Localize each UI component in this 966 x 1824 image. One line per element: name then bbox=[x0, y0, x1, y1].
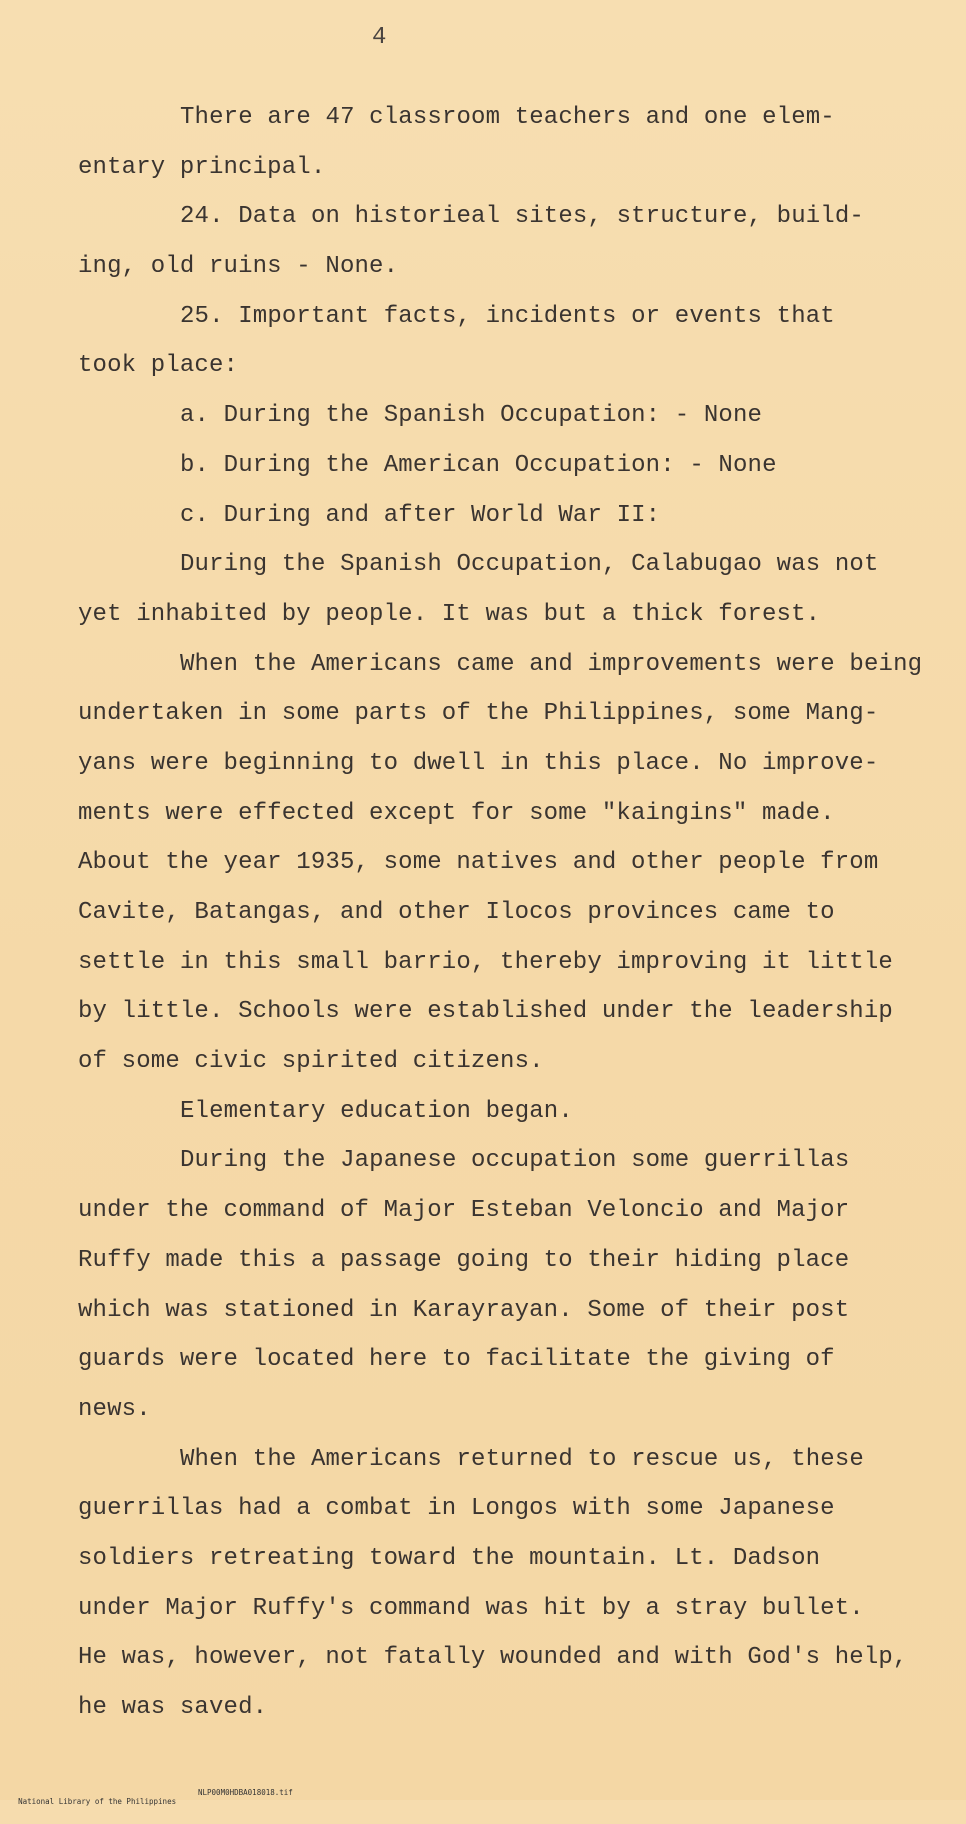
text-line: soldiers retreating toward the mountain. Lt. Dadson bbox=[78, 1544, 821, 1572]
page-number: 4 bbox=[372, 24, 387, 51]
text-line: undertaken in some parts of the Philippines, some Mang- bbox=[78, 700, 879, 728]
text-line: took place: bbox=[78, 352, 239, 380]
text-line: During the Japanese occupation some guerrillas bbox=[180, 1147, 850, 1175]
text-line: under Major Ruffy's command was hit by a stray bullet. bbox=[78, 1594, 864, 1622]
typewritten-text bbox=[78, 98, 923, 1738]
text-line: a. During the Spanish Occupation: - None bbox=[180, 402, 763, 430]
text-line: he was saved. bbox=[78, 1694, 268, 1721]
text-line: which was stationed in Karayrayan. Some of their post bbox=[78, 1296, 850, 1324]
text-line: There are 47 classroom teachers and one elem- bbox=[180, 104, 835, 131]
text-line: by little. Schools were established under the leadership bbox=[78, 998, 893, 1026]
text-line: of some civic spirited citizens. bbox=[78, 1048, 544, 1076]
text-line: Ruffy made this a passage going to their hiding place bbox=[78, 1246, 850, 1274]
text-line: When the Americans returned to rescue us, these bbox=[180, 1445, 864, 1473]
text-line: 25. Important facts, incidents or events that bbox=[180, 302, 835, 330]
text-line: guerrillas had a combat in Longos with some Japanese bbox=[78, 1495, 835, 1523]
text-line: About the year 1935, some natives and other people from bbox=[78, 849, 879, 877]
text-line: settle in this small barrio, thereby improving it little bbox=[78, 948, 893, 976]
text-line: b. During the American Occupation: - None bbox=[180, 451, 777, 479]
footer-library: National Library of the Philippines bbox=[18, 1797, 177, 1806]
text-line: guards were located here to facilitate the giving of bbox=[78, 1346, 835, 1374]
text-line: ing, old ruins - None. bbox=[78, 253, 399, 281]
text-line: entary principal. bbox=[78, 153, 326, 181]
text-line: 24. Data on historieal sites, structure, build- bbox=[180, 203, 864, 231]
text-line: ments were effected except for some "kaingins" made. bbox=[78, 799, 835, 827]
text-line: c. During and after World War II: bbox=[180, 501, 661, 529]
text-line: When the Americans came and improvements were being bbox=[180, 650, 923, 678]
footer-filename: NLP00M0HDBA018018.tif bbox=[198, 1788, 293, 1797]
text-line: yans were beginning to dwell in this place. No improve- bbox=[78, 749, 879, 777]
footer bbox=[0, 1788, 293, 1824]
text-line: He was, however, not fatally wounded and with God's help, bbox=[78, 1644, 908, 1672]
text-line: news. bbox=[78, 1395, 151, 1423]
text-line: Elementary education began. bbox=[180, 1097, 573, 1125]
text-line: under the command of Major Esteban Veloncio and Major bbox=[78, 1197, 850, 1225]
text-line: Cavite, Batangas, and other Ilocos provinces came to bbox=[78, 899, 835, 926]
text-line: yet inhabited by people. It was but a thick forest. bbox=[78, 600, 821, 628]
text-line: During the Spanish Occupation, Calabugao was not bbox=[180, 551, 879, 579]
